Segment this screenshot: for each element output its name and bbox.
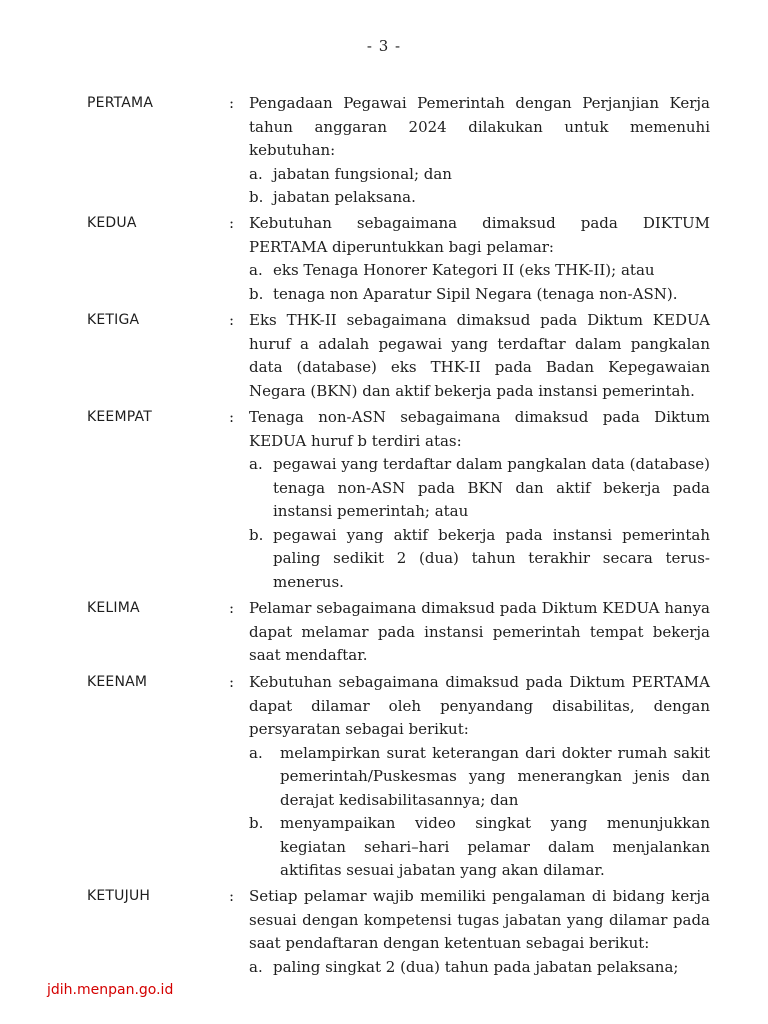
item-text: jabatan pelaksana. xyxy=(273,188,416,206)
item-marker: b. xyxy=(249,525,264,544)
item-marker: b. xyxy=(249,188,264,206)
diktum-text: Kebutuhan sebagaimana dimaksud pada DIKTUM PERTAMA diperuntukkan bagi pelamar: xyxy=(249,214,710,256)
diktum-text: Pelamar sebagaimana dimaksud pada Diktum KEDUA hanya dapat melamar pada instansi pemerintah tempat bekerja saat mendaftar. xyxy=(249,599,710,664)
item-marker: a. xyxy=(249,743,263,762)
item-text: eks Tenaga Honorer Kategori II (eks THK-II); atau xyxy=(273,261,655,279)
diktum-body xyxy=(249,885,710,979)
diktum-body xyxy=(249,597,710,668)
item-marker: a. xyxy=(249,261,263,279)
colon: : xyxy=(229,214,235,232)
diktum-body xyxy=(249,212,710,306)
list-item xyxy=(249,259,710,283)
list-item xyxy=(249,163,710,187)
list-item xyxy=(249,742,710,813)
diktum-label: KETUJUH xyxy=(87,888,151,904)
diktum-label: KETIGA xyxy=(87,312,140,328)
item-text: pegawai yang terdaftar dalam pangkalan data (database) tenaga non-ASN pada BKN dan aktif bekerja pada instansi pemerintah; atau xyxy=(273,455,710,520)
colon: : xyxy=(229,408,235,426)
item-text: paling singkat 2 (dua) tahun pada jabatan pelaksana; xyxy=(273,957,679,976)
item-marker: b. xyxy=(249,284,264,303)
list-item xyxy=(249,283,710,307)
diktum-text: Kebutuhan sebagaimana dimaksud pada Diktum PERTAMA dapat dilamar oleh penyandang disabilitas, dengan persyaratan sebagai berikut: xyxy=(249,673,710,738)
list-item xyxy=(249,453,710,524)
list-item xyxy=(249,186,710,210)
footer-website: jdih.menpan.go.id xyxy=(47,982,174,998)
item-text: jabatan fungsional; dan xyxy=(273,164,452,183)
diktum-text: Tenaga non-ASN sebagaimana dimaksud pada Diktum KEDUA huruf b terdiri atas: xyxy=(249,408,710,450)
colon: : xyxy=(229,887,235,905)
colon: : xyxy=(229,673,235,691)
diktum-text: Setiap pelamar wajib memiliki pengalaman di bidang kerja sesuai dengan kompetensi tugas jabatan yang dilamar pada saat pendaftaran dengan ketentuan sebagai berikut: xyxy=(249,887,710,952)
diktum-label: KEDUA xyxy=(87,215,137,231)
list-item xyxy=(249,812,710,883)
page-number: - 3 - xyxy=(366,37,402,55)
item-text: melampirkan surat keterangan dari dokter rumah sakit pemerintah/Puskesmas yang menerangkan jenis dan derajat kedisabilitasannya; dan xyxy=(280,743,710,809)
diktum-label: KEENAM xyxy=(87,674,148,690)
item-text: tenaga non Aparatur Sipil Negara (tenaga non-ASN). xyxy=(273,284,678,303)
list-item xyxy=(249,524,710,595)
colon: : xyxy=(229,94,235,112)
colon: : xyxy=(229,599,235,617)
diktum-text: Pengadaan Pegawai Pemerintah dengan Perjanjian Kerja tahun anggaran 2024 dilakukan untuk memenuhi kebutuhan: xyxy=(249,94,710,159)
diktum-label: KEEMPAT xyxy=(87,409,152,425)
item-marker: a. xyxy=(249,957,263,976)
diktum-text: Eks THK-II sebagaimana dimaksud pada Diktum KEDUA huruf a adalah pegawai yang terdaftar dalam pangkalan data (database) eks THK-II pada Badan Kepegawaian Negara (BKN) dan aktif bekerja pada instansi pemerintah. xyxy=(249,311,710,400)
colon: : xyxy=(229,311,235,329)
item-marker: b. xyxy=(249,814,264,832)
list-item xyxy=(249,956,710,980)
diktum-body xyxy=(249,92,710,210)
diktum-body xyxy=(249,671,710,883)
diktum-body xyxy=(249,406,710,594)
item-text: menyampaikan video singkat yang menunjukkan kegiatan sehari–hari pelamar dalam menjalankan aktifitas sesuai jabatan yang akan dilamar. xyxy=(280,814,710,879)
item-text: pegawai yang aktif bekerja pada instansi pemerintah paling sedikit 2 (dua) tahun terakhir secara terus-menerus. xyxy=(273,525,710,591)
diktum-body xyxy=(249,309,710,403)
item-marker: a. xyxy=(249,455,263,473)
item-marker: a. xyxy=(249,164,263,183)
diktum-label: KELIMA xyxy=(87,600,140,616)
diktum-label: PERTAMA xyxy=(87,95,154,111)
